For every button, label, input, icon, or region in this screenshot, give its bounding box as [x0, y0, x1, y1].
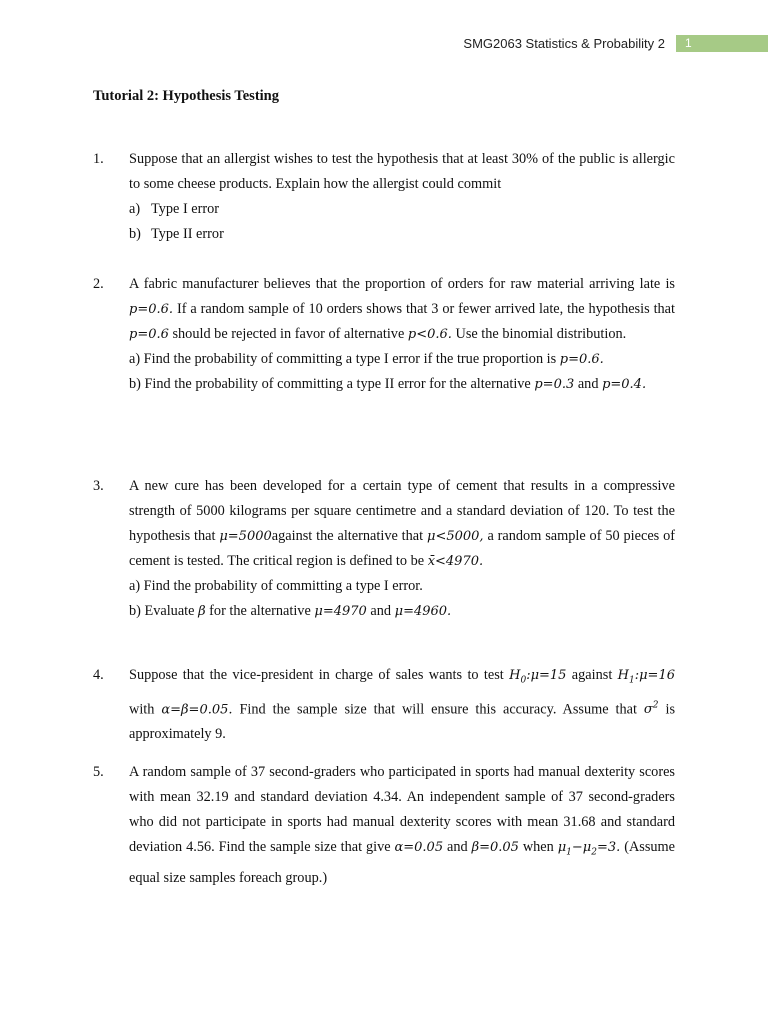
question-number: 2. [93, 276, 104, 292]
math-superscript: 2 [652, 700, 659, 711]
math-expression: x̄<4970. [427, 554, 484, 569]
question-part [129, 372, 675, 397]
math-symbol: H [509, 668, 521, 683]
stem-text: a random sample of 50 pieces of cement is tested. The critical region is defined to be [129, 528, 676, 569]
part-text: a) Find the probability of committing a type I error. [129, 578, 423, 594]
part-text: for the alternative [209, 603, 311, 619]
question-stem: Suppose that an allergist wishes to test the hypothesis that at least 30% of the public is allergic to some cheese products. Explain how the allergist could commit [129, 151, 675, 192]
part-text: b) Evaluate [129, 603, 195, 619]
question-stem [129, 276, 675, 342]
math-expression: p=0.6. [559, 352, 604, 367]
stem-text: and [447, 839, 468, 855]
question-5 [93, 760, 675, 891]
math-expression [509, 668, 567, 686]
math-symbol: :μ=16 [634, 668, 675, 683]
question-part [129, 599, 675, 624]
question-2 [93, 272, 675, 397]
question-number: 5. [93, 764, 104, 780]
question-part [129, 197, 675, 222]
question-part [129, 222, 675, 247]
math-expression: α=β=0.05. [161, 701, 233, 717]
part-text: and [370, 603, 392, 619]
math-expression: μ=4960. [394, 604, 452, 619]
math-expression: p=0.4. [602, 377, 647, 392]
page-header [0, 35, 768, 53]
math-expression: p=0.6 [129, 327, 169, 342]
math-symbol: − [571, 840, 583, 855]
stem-text: should be rejected in favor of alternative [172, 326, 405, 342]
math-symbol: μ [582, 840, 592, 855]
math-expression: μ=5000 [219, 529, 272, 544]
question-part [129, 574, 675, 599]
part-text: a) Find the probability of committing a type I error if the true proportion is [129, 351, 557, 367]
math-expression: p=0.3 [534, 377, 575, 392]
stem-text: Suppose that the vice-president in charge of sales wants to test [129, 667, 504, 683]
math-subscript: 0 [520, 675, 527, 686]
math-expression: p<0.6. [407, 327, 452, 342]
stem-text: (Assume equal size samples foreach group.) [129, 839, 676, 886]
part-text: and [577, 376, 599, 392]
stem-text: A random sample of 37 second-graders who participated in sports had manual dexterity scores with mean 32.19 and standard deviation 4.34. An independent sample of 37 second-graders who did not participate in sports had manual dexterity scores with mean 31.68 and standard deviation 4.56. Find the sample size that give [129, 764, 675, 855]
question-4 [93, 663, 675, 747]
math-subscript: 2 [591, 847, 597, 858]
math-symbol: H [617, 668, 629, 683]
stem-text: is approximately 9. [129, 700, 676, 742]
stem-text: If a random sample of 10 orders shows that 3 or fewer arrived late, the hypothesis that [176, 301, 676, 317]
math-symbol: :μ=15 [526, 668, 567, 683]
math-symbol: μ [557, 840, 567, 855]
stem-text: with [129, 700, 155, 717]
course-header: SMG2063 Statistics & Probability 2 [463, 36, 665, 51]
question-part [129, 347, 675, 372]
math-symbol: σ [643, 701, 653, 717]
part-text: Type I error [151, 201, 220, 217]
stem-text: A fabric manufacturer believes that the proportion of orders for raw material arriving late is [129, 276, 675, 292]
tutorial-title: Tutorial 2: Hypothesis Testing [93, 88, 279, 104]
math-expression: μ=4970 [314, 604, 367, 619]
math-expression [557, 840, 621, 858]
math-expression: β [198, 604, 206, 619]
stem-text: Find the sample size that will ensure this accuracy. Assume that [239, 700, 637, 717]
math-expression: β=0.05 [471, 840, 519, 855]
stem-text: when [522, 839, 554, 855]
question-number: 3. [93, 478, 104, 494]
question-number: 1. [93, 151, 104, 167]
math-expression: p=0.6. [129, 302, 174, 317]
part-label: a) [129, 201, 141, 217]
part-text: Type II error [151, 226, 224, 242]
part-label: b) [129, 226, 141, 242]
math-expression: α=0.05 [394, 840, 444, 855]
math-subscript: 1 [566, 847, 572, 858]
math-expression [617, 668, 675, 686]
stem-text: A new cure has been developed for a certain type of cement that results in a compressive strength of 5000 kilograms per square centimetre and a standard deviation of 120. To test the hypothesis that [129, 478, 675, 544]
question-1 [93, 147, 675, 247]
question-3 [93, 474, 675, 624]
page-number: 1 [676, 35, 768, 52]
math-subscript: 1 [628, 675, 635, 686]
math-expression: μ<5000, [427, 529, 484, 544]
question-number: 4. [93, 667, 104, 683]
math-symbol: =3. [596, 840, 621, 855]
part-text: b) Find the probability of committing a type II error for the alternative [129, 376, 531, 392]
question-stem [129, 478, 675, 569]
stem-text: against the alternative that [271, 528, 424, 544]
stem-text: Use the binomial distribution. [455, 326, 627, 342]
math-expression [644, 702, 659, 717]
stem-text: against [571, 667, 613, 683]
